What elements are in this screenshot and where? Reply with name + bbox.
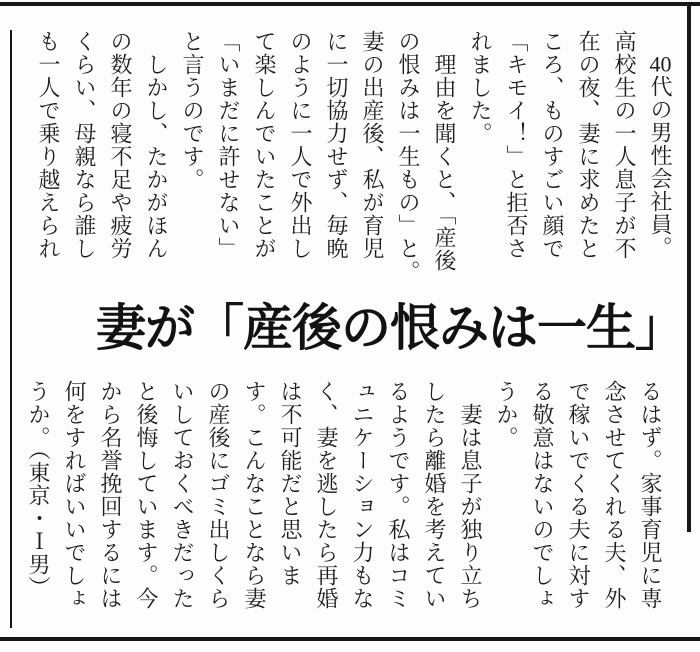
text-column: しかし、たかがほん <box>144 30 169 260</box>
text-column: す。こんなことなら妻 <box>242 380 267 610</box>
text-column: くらい、母親なら誰し <box>72 30 97 260</box>
text-column: ころ、ものすごい顔で <box>540 30 565 260</box>
text-column: 高校生の一人息子が不 <box>612 30 637 260</box>
text-column: の産後にゴミ出しくら <box>206 380 231 610</box>
text-column: うか。（東京・Ｉ男） <box>26 380 51 599</box>
text-column: したら離婚を考えてい <box>422 380 447 610</box>
text-column: の数年の寝不足や疲労 <box>108 30 133 260</box>
article-body-bottom <box>20 380 668 636</box>
text-column: ュニケーション力もな <box>350 380 375 610</box>
text-column: く、妻を逃したら再婚 <box>314 380 339 610</box>
text-column: 「いまだに許せない」 <box>216 30 241 260</box>
right-rule <box>687 2 691 532</box>
text-column: は不可能だと思いま <box>278 380 303 587</box>
text-column: 「キモイ！」と拒否さ <box>504 30 529 260</box>
text-column: 妻は息子が独り立ち <box>458 380 483 610</box>
text-column: で稼いでくる夫に対す <box>566 380 591 610</box>
bottom-rule <box>0 637 700 641</box>
text-column: 40代の男性会社員。 <box>648 53 673 259</box>
text-column: 妻の出産後、私が育児 <box>360 30 385 260</box>
text-column: うか。 <box>494 380 519 449</box>
text-column: いしておくべきだった <box>170 380 195 610</box>
text-column: 理由を聞くと、「産後 <box>432 30 457 272</box>
text-column: て楽しんでいたことが <box>252 30 277 260</box>
text-column: る敬意はないのでしょ <box>530 380 555 610</box>
article-headline: 妻が「産後の恨みは一生」 <box>96 300 684 356</box>
text-column: るようです。私はコミ <box>386 380 411 610</box>
text-column: のように一人で外出し <box>288 30 313 260</box>
text-column: 念させてくれる夫、外 <box>602 380 627 610</box>
top-rule <box>0 2 700 6</box>
text-column: も一人で乗り越えられ <box>36 30 61 260</box>
text-column: に一切協力せず、毎晩 <box>324 30 349 260</box>
text-column: るはず。家事育児に専 <box>638 380 663 610</box>
text-column: 在の夜、妻に求めたと <box>576 30 601 260</box>
article-body-top <box>30 30 678 290</box>
text-column: と後悔しています。今 <box>134 380 159 610</box>
text-column: の恨みは一生もの」と。 <box>396 30 421 283</box>
text-column: と言うのです。 <box>180 30 205 191</box>
text-column: から名誉挽回するには <box>98 380 123 610</box>
text-column: れました。 <box>468 30 493 145</box>
text-column: 何をすればいいでしょ <box>62 380 87 610</box>
